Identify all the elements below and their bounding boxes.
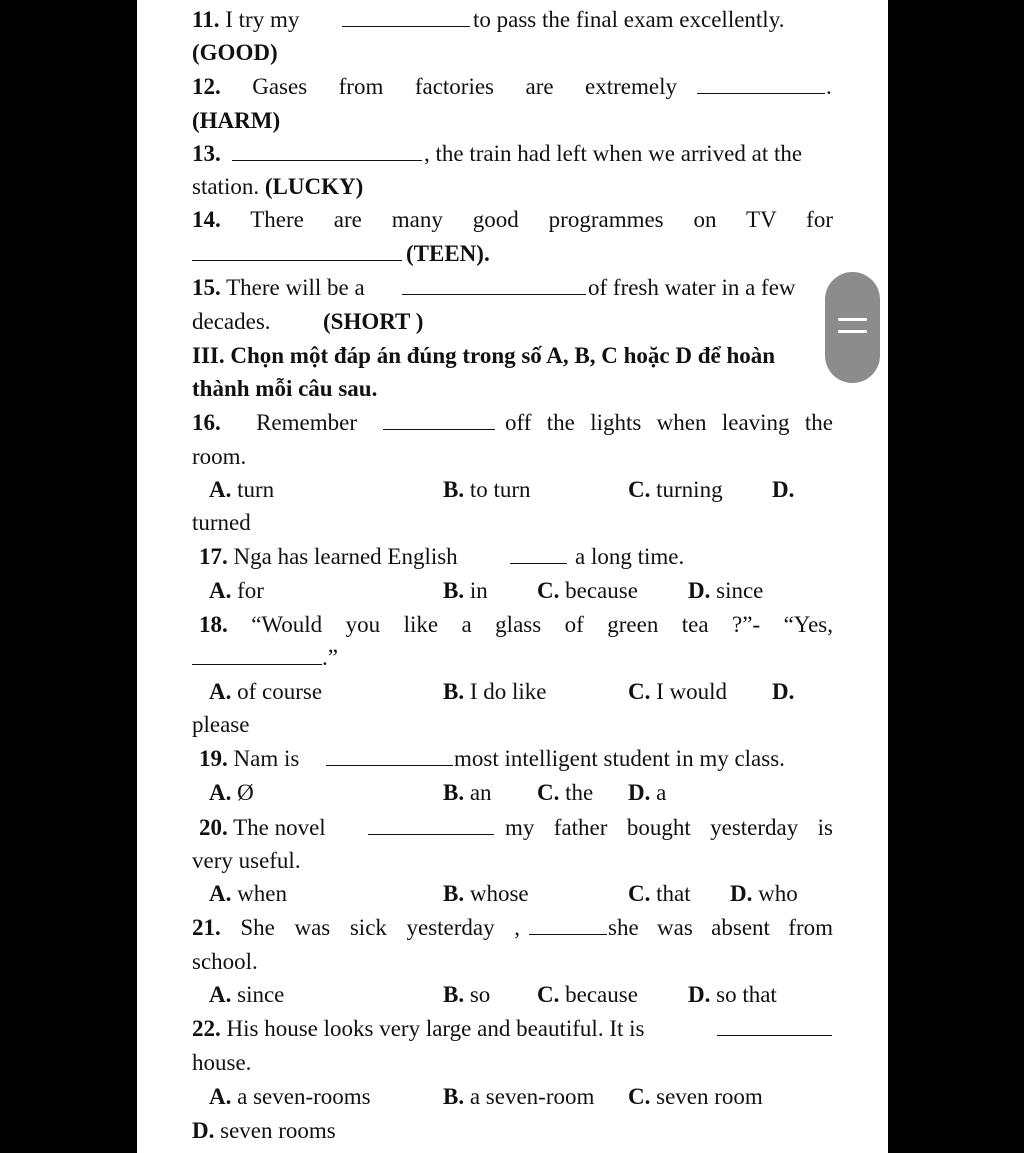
option-b[interactable]: B. so [443, 982, 491, 1007]
document-page [137, 0, 888, 1153]
option-d-label[interactable]: D. [772, 477, 795, 502]
option-b[interactable]: B. in [443, 578, 488, 603]
option-a[interactable]: A. of course [209, 679, 323, 704]
option-d[interactable]: D. who [730, 881, 798, 906]
question-21: 21. She was sick yesterday , she was absent from [192, 912, 833, 944]
answer-blank [529, 912, 607, 935]
option-c[interactable]: C. the [537, 780, 594, 805]
question-14-cont: (TEEN). [192, 238, 833, 270]
section-header-cont: thành mỗi câu sau. [192, 376, 378, 401]
options-22 [192, 1081, 833, 1113]
answer-blank [342, 4, 470, 27]
options-16 [192, 474, 833, 506]
option-d-22[interactable]: D. seven rooms [192, 1118, 336, 1143]
option-b[interactable]: B. a seven-room [443, 1084, 595, 1109]
answer-blank [717, 1013, 832, 1036]
question-14: 14. There are many good programmes on TV for [192, 207, 833, 232]
question-15: 15. There will be a of fresh water in a few [192, 272, 833, 304]
grip-line-icon [838, 318, 867, 321]
option-b[interactable]: B. an [443, 780, 492, 805]
answer-blank [368, 812, 494, 835]
answer-blank [383, 407, 495, 430]
question-text: to pass the final exam excellently. [473, 7, 785, 32]
answer-blank [192, 238, 402, 261]
answer-blank [697, 71, 825, 94]
option-d[interactable]: D. since [688, 578, 764, 603]
option-a[interactable]: A. Ø [209, 780, 254, 805]
option-a[interactable]: A. since [209, 982, 285, 1007]
option-d-text[interactable]: turned [192, 510, 251, 535]
section-header: III. Chọn một đáp án đúng trong số A, B, C hoặc D để hoàn [192, 343, 776, 368]
question-20-cont: very useful. [192, 848, 301, 873]
question-21-cont: school. [192, 949, 258, 974]
answer-blank [192, 642, 322, 665]
question-16-cont: room. [192, 444, 247, 469]
options-20 [192, 878, 833, 910]
answer-blank [326, 743, 453, 766]
option-b[interactable]: B. to turn [443, 477, 531, 502]
option-a[interactable]: A. turn [209, 477, 275, 502]
question-18-cont: .” [192, 642, 833, 674]
option-c[interactable]: C. because [537, 578, 638, 603]
option-d-text[interactable]: please [192, 712, 250, 737]
question-20: 20. The novel my father bought yesterday is [192, 812, 833, 844]
question-11 [192, 4, 833, 36]
option-a[interactable]: A. when [209, 881, 287, 906]
option-c[interactable]: C. turning [628, 477, 723, 502]
options-17 [192, 575, 833, 607]
grip-line-icon [838, 330, 867, 333]
option-c[interactable]: C. I would [628, 679, 728, 704]
option-c[interactable]: C. because [537, 982, 638, 1007]
option-b[interactable]: B. whose [443, 881, 529, 906]
question-13-cont: station. (LUCKY) [192, 174, 364, 199]
question-17: 17. Nga has learned English a long time. [192, 541, 833, 573]
option-d-label[interactable]: D. [772, 679, 795, 704]
question-16: 16. Remember off the lights when leaving the [192, 407, 833, 439]
question-22: 22. His house looks very large and beautiful. It is [192, 1013, 833, 1045]
option-c[interactable]: C. that [628, 881, 691, 906]
option-d[interactable]: D. a [628, 780, 667, 805]
scroll-handle[interactable] [825, 272, 880, 383]
question-number: 11. [192, 7, 220, 32]
options-21 [192, 979, 833, 1011]
question-text: I try my [225, 7, 300, 32]
option-c[interactable]: C. seven room [628, 1084, 763, 1109]
answer-blank [402, 272, 586, 295]
question-19: 19. Nam is most intelligent student in my class. [192, 743, 833, 775]
options-19 [192, 777, 833, 809]
option-a[interactable]: A. a seven-rooms [209, 1084, 371, 1109]
option-d[interactable]: D. so that [688, 982, 777, 1007]
question-15-cont: decades. (SHORT ) [192, 309, 424, 334]
question-18: 18. “Would you like a glass of green tea ?”- “Yes, [199, 612, 833, 637]
question-12: 12. Gases from factories are extremely . [192, 71, 833, 103]
answer-blank [510, 541, 567, 564]
option-a[interactable]: A. for [209, 578, 264, 603]
word-hint: (GOOD) [192, 40, 278, 65]
question-13: 13. , the train had left when we arrived at the [192, 138, 833, 170]
word-hint: (HARM) [192, 108, 281, 133]
option-b[interactable]: B. I do like [443, 679, 547, 704]
options-18 [192, 676, 833, 708]
answer-blank [232, 138, 422, 161]
question-22-cont: house. [192, 1050, 252, 1075]
